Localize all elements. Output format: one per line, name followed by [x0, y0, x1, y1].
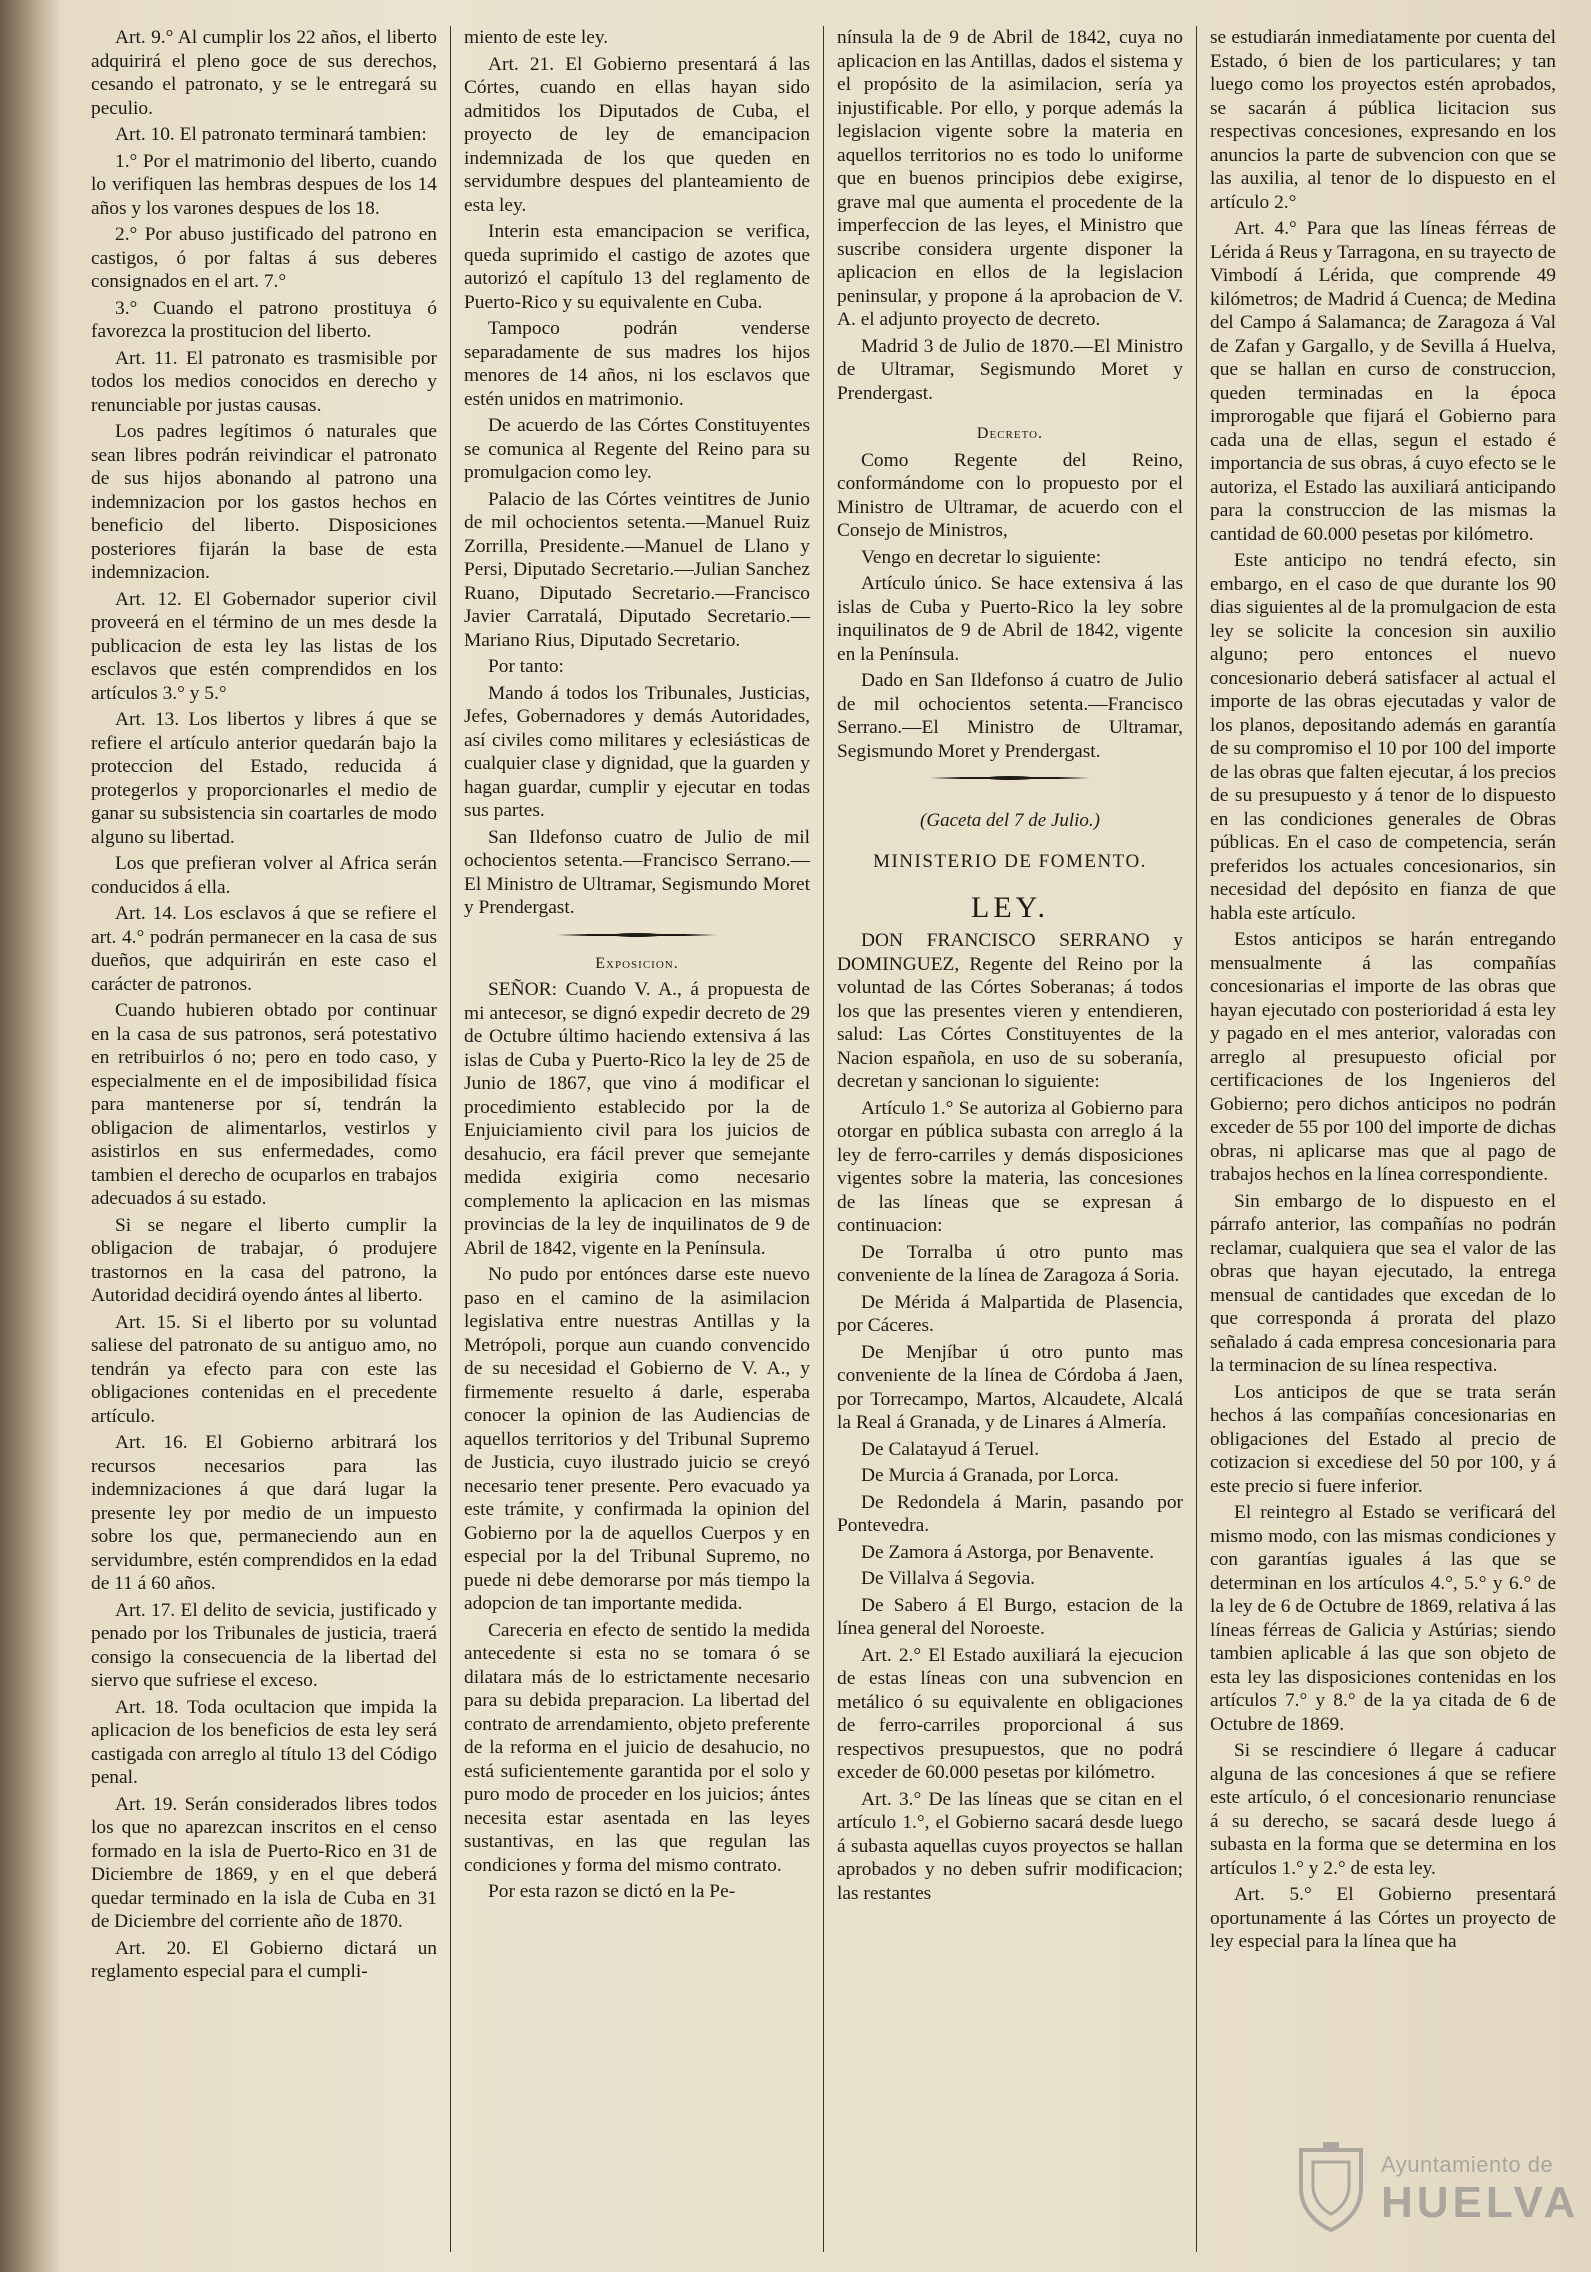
paragraph: De Zamora á Astorga, por Benavente.	[861, 1541, 1155, 1563]
paragraph: Art. 2.° El Estado auxiliará la ejecucion de estas líneas con una subvencion en metálico ó su equivalente en obligaciones de ferro-carriles proporcional á sus respectivos presupuestos, que no podrá exceder de 60.000 pesetas por kilómetro.	[837, 1644, 1183, 1783]
paragraph: De acuerdo de las Córtes Constituyentes se comunica al Regente del Reino para su promulgacion como ley.	[464, 415, 810, 483]
paragraph: Tampoco podrán venderse separadamente de sus madres los hijos menores de 14 años, ni los esclavos que estén unidos en matrimonio.	[464, 318, 810, 410]
ley-heading: LEY.	[971, 891, 1049, 924]
paragraph: Art. 4.° Para que las líneas férreas de Lérida á Reus y Tarragona, en su trayecto de Vimbodí á Lérida, que comprende 49 kilómetros; de Madrid á Cuenca; de Medina del Campo á Salamanca; de Zaragoza á Val de Zafan y Gargallo, y de Sevilla á Huelva, que se hallan en curso de construccion, queden terminadas en la época improrogable que fijará el Gobierno para cada una de ellas, segun el estado é importancia de sus obras, á cuyo efecto se le autoriza, el Estado las auxiliará anticipando para la construccion de las mismas la cantidad de 60.000 pesetas por kilómetro.	[1210, 218, 1556, 545]
paragraph: DON FRANCISCO SERRANO y DOMINGUEZ, Regente del Reino por la voluntad de las Córtes Soberanas; á todos los que las presentes vieren y entendieren, salud: Las Córtes Constituyentes de la Nacion española, en uso de su soberanía, decretan y sancionan lo siguiente:	[837, 930, 1183, 1092]
paragraph: Art. 21. El Gobierno presentará á las Córtes, cuando en ellas hayan sido admitidos los Diputados de Cuba, el proyecto de ley de emancipacion indemnizada de los que queden en servidumbre despues del planteamiento de esta ley.	[464, 53, 810, 216]
ministerio-heading: MINISTERIO DE FOMENTO.	[873, 850, 1147, 872]
paragraph: Art. 9.° Al cumplir los 22 años, el liberto adquirirá el pleno goce de sus derechos, cesando el patronato, y se le entregará su peculio.	[91, 27, 437, 119]
watermark-line-1: Ayuntamiento de	[1381, 2152, 1554, 2177]
exposicion-heading: Exposicion.	[595, 954, 679, 972]
paragraph: Los que prefieran volver al Africa serán conducidos á ella.	[91, 853, 437, 898]
paragraph: Artículo 1.° Se autoriza al Gobierno para otorgar en pública subasta con arreglo á la ley de ferro-carriles y demás disposiciones vigentes sobre la materia, las concesiones de las líneas que se expresan á continuacion:	[837, 1097, 1183, 1236]
paragraph: Art. 10. El patronato terminará tambien:	[115, 124, 427, 145]
ayuntamiento-watermark	[1277, 2134, 1580, 2244]
gaceta-date: (Gaceta del 7 de Julio.)	[920, 810, 1100, 831]
decreto-heading: Decreto.	[976, 425, 1044, 442]
paragraph: Art. 19. Serán considerados libres todos los que no aparezcan inscritos en el censo formado en la isla de Puerto-Rico en 31 de Diciembre de 1869, y en el que deberá quedar terminado en la isla de Cuba en 31 de Diciembre del corriente año de 1870.	[91, 1793, 437, 1932]
paragraph: De Menjíbar ú otro punto mas conveniente de la línea de Córdoba á Jaen, por Torrecampo, Martos, Alcaudete, Alcalá la Real á Granada, y de Linares á Almería.	[837, 1341, 1183, 1433]
section-rule	[557, 930, 716, 940]
paragraph: Sin embargo de lo dispuesto en el párrafo anterior, las compañías no podrán reclamar, cualquiera que sea el valor de las obras que hayan ejecutado, la entrega mensual de cantidades que excedan de lo que corresponda á prorata del plazo señalado á cada empresa concesionaria para la terminacion de su línea respectiva.	[1210, 1190, 1556, 1376]
paragraph: Art. 18. Toda ocultacion que impida la aplicacion de los beneficios de esta ley será castigada con arreglo al título 13 del Código penal.	[91, 1696, 437, 1788]
paragraph: Art. 11. El patronato es trasmisible por todos los medios conocidos en derecho y renunciable por justas causas.	[91, 347, 437, 416]
paragraph: Madrid 3 de Julio de 1870.—El Ministro de Ultramar, Segismundo Moret y Prendergast.	[837, 335, 1183, 404]
paragraph: Este anticipo no tendrá efecto, sin embargo, en el caso de que durante los 90 dias siguientes al de la promulgacion de esta ley se solicite la concesion sin auxilio alguno; pero entonces el nuevo concesionario deberá satisfacer al actual el importe de las obras ejecutadas y valor de los planos, depositando además en garantía de su compromiso el 10 por 100 del importe de las obras que falten ejecutar, á los precios de su presupuesto y á tenor de lo dispuesto en las condiciones generales de Obras públicas. En el caso de competencia, serán preferidos los actuales concesionarios, sin necesidad del depósito en fianza de que habla este artículo.	[1210, 550, 1556, 924]
column-2-exposicion	[464, 978, 810, 1904]
paragraph: Dado en San Ildefonso á cuatro de Julio de mil ochocientos setenta.—Francisco Serrano.—El Ministro de Ultramar, Segismundo Moret y Prendergast.	[837, 670, 1183, 762]
paragraph: Art. 20. El Gobierno dictará un reglamento especial para el cumpli-	[91, 1937, 437, 1982]
column-3	[823, 26, 1196, 2252]
column-2-law-text	[464, 26, 810, 920]
paragraph: 2.° Por abuso justificado del patrono en castigos, ó por faltas á sus deberes consignados en el art. 7.°	[91, 224, 437, 292]
column-1	[78, 26, 450, 2252]
paragraph: De Mérida á Malpartida de Plasencia, por Cáceres.	[837, 1291, 1183, 1336]
paragraph: Art. 3.° De las líneas que se citan en el artículo 1.°, el Gobierno sacará desde luego á subasta aquellas cuyos proyectos se hallan aprobados y no deben sufrir modificacion; las restantes	[837, 1788, 1183, 1904]
paragraph: Por esta razon se dictó en la Pe-	[488, 1881, 736, 1902]
paragraph: Por tanto:	[488, 656, 564, 677]
paragraph: Cuando hubieren obtado por continuar en la casa de sus patronos, será potestativo en retribuirlos ó no; pero en todo caso, y especialmente en el de imposibilidad física para mantenerse por sí, tendrán la obligacion de alimentarlos, vestirlos y asistirlos en sus enfermedades, como tambien el derecho de ocuparlos en trabajos adecuados á su estado.	[91, 1000, 437, 1209]
paragraph: Mando á todos los Tribunales, Justicias, Jefes, Gobernadores y demás Autoridades, así civiles como militares y eclesiásticas de cualquier clase y dignidad, que la guarden y hagan guardar, cumplir y ejecutar en todas sus partes.	[464, 682, 810, 821]
column-3-ley	[837, 929, 1183, 1905]
paragraph: De Villalva á Segovia.	[861, 1568, 1036, 1589]
paragraph: Palacio de las Córtes veintitres de Junio de mil ochocientos setenta.—Manuel Ruiz Zorrilla, Presidente.—Manuel de Llano y Persi, Diputado Secretario.—Julian Sanchez Ruano, Diputado Secretario.—Francisco Javier Carratalá, Diputado Secretario.—Mariano Rius, Diputado Secretario.	[464, 488, 810, 651]
paragraph: De Sabero á El Burgo, estacion de la línea general del Noroeste.	[837, 1594, 1183, 1639]
paragraph: nínsula la de 9 de Abril de 1842, cuya no aplicacion en las Antillas, dados el sistema y el propósito de la asimilacion, sería ya injustificable. Por ello, y porque además la legislacion vigente sobre la materia en aquellos territorios no es todo lo uniforme que en buenos principios debe exigirse, grave mal que aumenta el procedente de la imperfeccion de las leyes, el Ministro que suscribe considera urgente disponer la aplicacion en ellos de la legislacion peninsular, y propone á la aprobacion de V. A. el adjunto proyecto de decreto.	[837, 27, 1183, 330]
paragraph: Los padres legítimos ó naturales que sean libres podrán reivindicar el patronato de sus hijos abonando al patrono una indemnizacion por los gastos hechos en beneficio del liberto. Disposiciones posteriores fijarán la base de esta indemnizacion.	[91, 421, 437, 583]
paragraph: Artículo único. Se hace extensiva á las islas de Cuba y Puerto-Rico la ley sobre inquilinatos de 9 de Abril de 1842, vigente en la Península.	[837, 573, 1183, 665]
binding-shadow	[0, 0, 60, 2272]
paragraph: No pudo por entónces darse este nuevo paso en el camino de la asimilacion legislativa entre nuestras Antillas y la Metrópoli, porque aun cuando convencido de su necesidad el Gobierno de V. A., y firmemente resuelto á darle, esperaba conocer la opinion de las Audiencias de aquellos territorios y del Tribunal Supremo de Justicia, cuyo ilustrado juicio se creyó necesario tener presente. Pero evacuado ya este trámite, y confirmada la opinion del Gobierno por la de aquellos Cuerpos y en especial por la del Tribunal Supremo, no puede ni debe demorarse por más tiempo la adopcion de tan importante medida.	[464, 1264, 810, 1614]
paragraph: Art. 17. El delito de sevicia, justificado y penado por los Tribunales de justicia, traerá consigo la consecuencia de la libertad del siervo que sufriese el exceso.	[91, 1599, 437, 1691]
paragraph: Careceria en efecto de sentido la medida antecedente si esta no se tomara ó se dilatara más de lo estrictamente necesario para su debida preparacion. La libertad del contrato de arrendamiento, objeto preferente de la reforma en el juicio de desahucio, no está suficientemente garantida por el solo y puro modo de proceder en los juicios; ántes necesita estar asentada en las leyes sustantivas, en las que regulan las condiciones y forma del mismo contrato.	[464, 1619, 810, 1876]
paragraph: Vengo en decretar lo siguiente:	[861, 546, 1102, 568]
paragraph: De Torralba ú otro punto mas conveniente de la línea de Zaragoza á Soria.	[837, 1241, 1183, 1286]
paragraph: De Calatayud á Teruel.	[861, 1438, 1040, 1460]
columns	[78, 26, 1569, 2252]
paragraph: El reintegro al Estado se verificará del mismo modo, con las mismas condiciones y con garantías iguales á las que se determinan en los artículos 4.°, 5.° y 6.° de la ley de 6 de Octubre de 1869, relativa á las líneas férreas de Galicia y Astúrias; siendo tambien aplicable á las que son objeto de esta ley las disposiciones contenidas en los artículos 7.° y 8.° de la ya citada de 6 de Octubre de 1869.	[1210, 1502, 1556, 1735]
paragraph: 3.° Cuando el patrono prostituya ó favorezca la prostitucion del liberto.	[91, 297, 437, 342]
paragraph: Art. 15. Si el liberto por su voluntad saliese del patronato de su antiguo amo, no tendrán ya efecto para con este las obligaciones contenidas en el precedente artículo.	[91, 1311, 437, 1427]
watermark-line-2: HUELVA	[1381, 2178, 1580, 2227]
paragraph: Art. 13. Los libertos y libres á que se refiere el artículo anterior quedarán bajo la proteccion del Estado, reducida á protegerlos y proporcionarles el medio de ganar su subsistencia sin coartarles de modo alguno su libertad.	[91, 709, 437, 848]
paragraph: Los anticipos de que se trata serán hechos á las compañías concesionarias en obligaciones del Estado al precio de cotizacion si excediese del 50 por 100, y á este precio si fuere inferior.	[1210, 1381, 1556, 1497]
column-4	[1196, 26, 1569, 2252]
paragraph: SEÑOR: Cuando V. A., á propuesta de mi antecesor, se dignó expedir decreto de 29 de Octubre último haciendo extensiva á las islas de Cuba y Puerto-Rico la ley de 25 de Junio de 1867, que vino á modificar el procedimiento establecido por la de Enjuiciamiento civil para los juicios de desahucio, era fácil prever que semejante medida exigiria como necesario complemento la aplicacion en las mismas provincias de la ley de inquilinatos de 9 de Abril de 1842, vigente en la Península.	[464, 979, 810, 1259]
paragraph: Como Regente del Reino, conformándome con lo propuesto por el Ministro de Ultramar, de acuerdo con el Consejo de Ministros,	[837, 449, 1183, 541]
paragraph: San Ildefonso cuatro de Julio de mil ochocientos setenta.—Francisco Serrano.—El Ministro de Ultramar, Segismundo Moret y Prendergast.	[464, 826, 810, 918]
paragraph: Estos anticipos se harán entregando mensualmente á las compañías concesionarias el importe de las obras que hayan ejecutado con posterioridad á esta ley y pagado en el mes anterior, valoradas con arreglo al presupuesto oficial por certificaciones de los Ingenieros del Gobierno; pero dichos anticipos no podrán exceder de 55 por 100 del importe de dichas obras, ni aplicarse mas que al pago de trabajos hechos en la línea correspondiente.	[1210, 929, 1556, 1185]
paragraph: Art. 12. El Gobernador superior civil proveerá en el término de un mes desde la publicacion de esta ley las listas de los esclavos que estén comprendidos en los artículos 3.° y 5.°	[91, 588, 437, 704]
paragraph: se estudiarán inmediatamente por cuenta del Estado, ó bien de los particulares; y tan luego como los proyectos estén aprobados, se sacarán á pública licitacion sus respectivas concesiones, expresando en los anuncios la parte de subvencion con que se las auxilia, al tenor de lo dispuesto en el artículo 2.°	[1210, 27, 1556, 213]
paragraph: Si se negare el liberto cumplir la obligacion de trabajar, ó produjere trastornos en la casa del patrono, la Autoridad decidirá oyendo ántes al liberto.	[91, 1214, 437, 1306]
paragraph: De Murcia á Granada, por Lorca.	[861, 1465, 1119, 1486]
column-3-exposicion-end	[837, 26, 1183, 405]
paragraph: Si se rescindiere ó llegare á caducar alguna de las concesiones á que se refiere este artículo, ó el concesionario renunciase á su derecho, se sacará desde luego á subasta en la forma que se determina en los artículos 1.° y 2.° de esta ley.	[1210, 1740, 1556, 1879]
paragraph: Art. 5.° El Gobierno presentará oportunamente á las Córtes un proyecto de ley especial para la línea que ha	[1210, 1884, 1556, 1952]
column-2	[450, 26, 823, 2252]
paragraph: Art. 14. Los esclavos á que se refiere el art. 4.° podrán permanecer en la casa de sus dueños, que adquirirán en este caso el carácter de patronos.	[91, 903, 437, 995]
paragraph: Interin esta emancipacion se verifica, queda suprimido el castigo de azotes que autorizó el capítulo 13 del reglamento de Puerto-Rico y su equivalente en Cuba.	[464, 221, 810, 313]
paragraph: miento de este ley.	[464, 27, 609, 48]
huelva-crest-icon	[1293, 2140, 1369, 2232]
paragraph: De Redondela á Marin, pasando por Pontevedra.	[837, 1491, 1183, 1536]
column-3-decreto	[837, 449, 1183, 764]
section-rule	[930, 773, 1089, 783]
paragraph: 1.° Por el matrimonio del liberto, cuando lo verifiquen las hembras despues de los 14 años y los varones despues de los 18.	[91, 150, 437, 219]
paragraph: Art. 16. El Gobierno arbitrará los recursos necesarios para las indemnizaciones á que dará lugar la presente ley por medio de un impuesto sobre los que, permaneciendo aun en servidumbre, estén comprendidos en la edad de 11 á 60 años.	[91, 1432, 437, 1594]
